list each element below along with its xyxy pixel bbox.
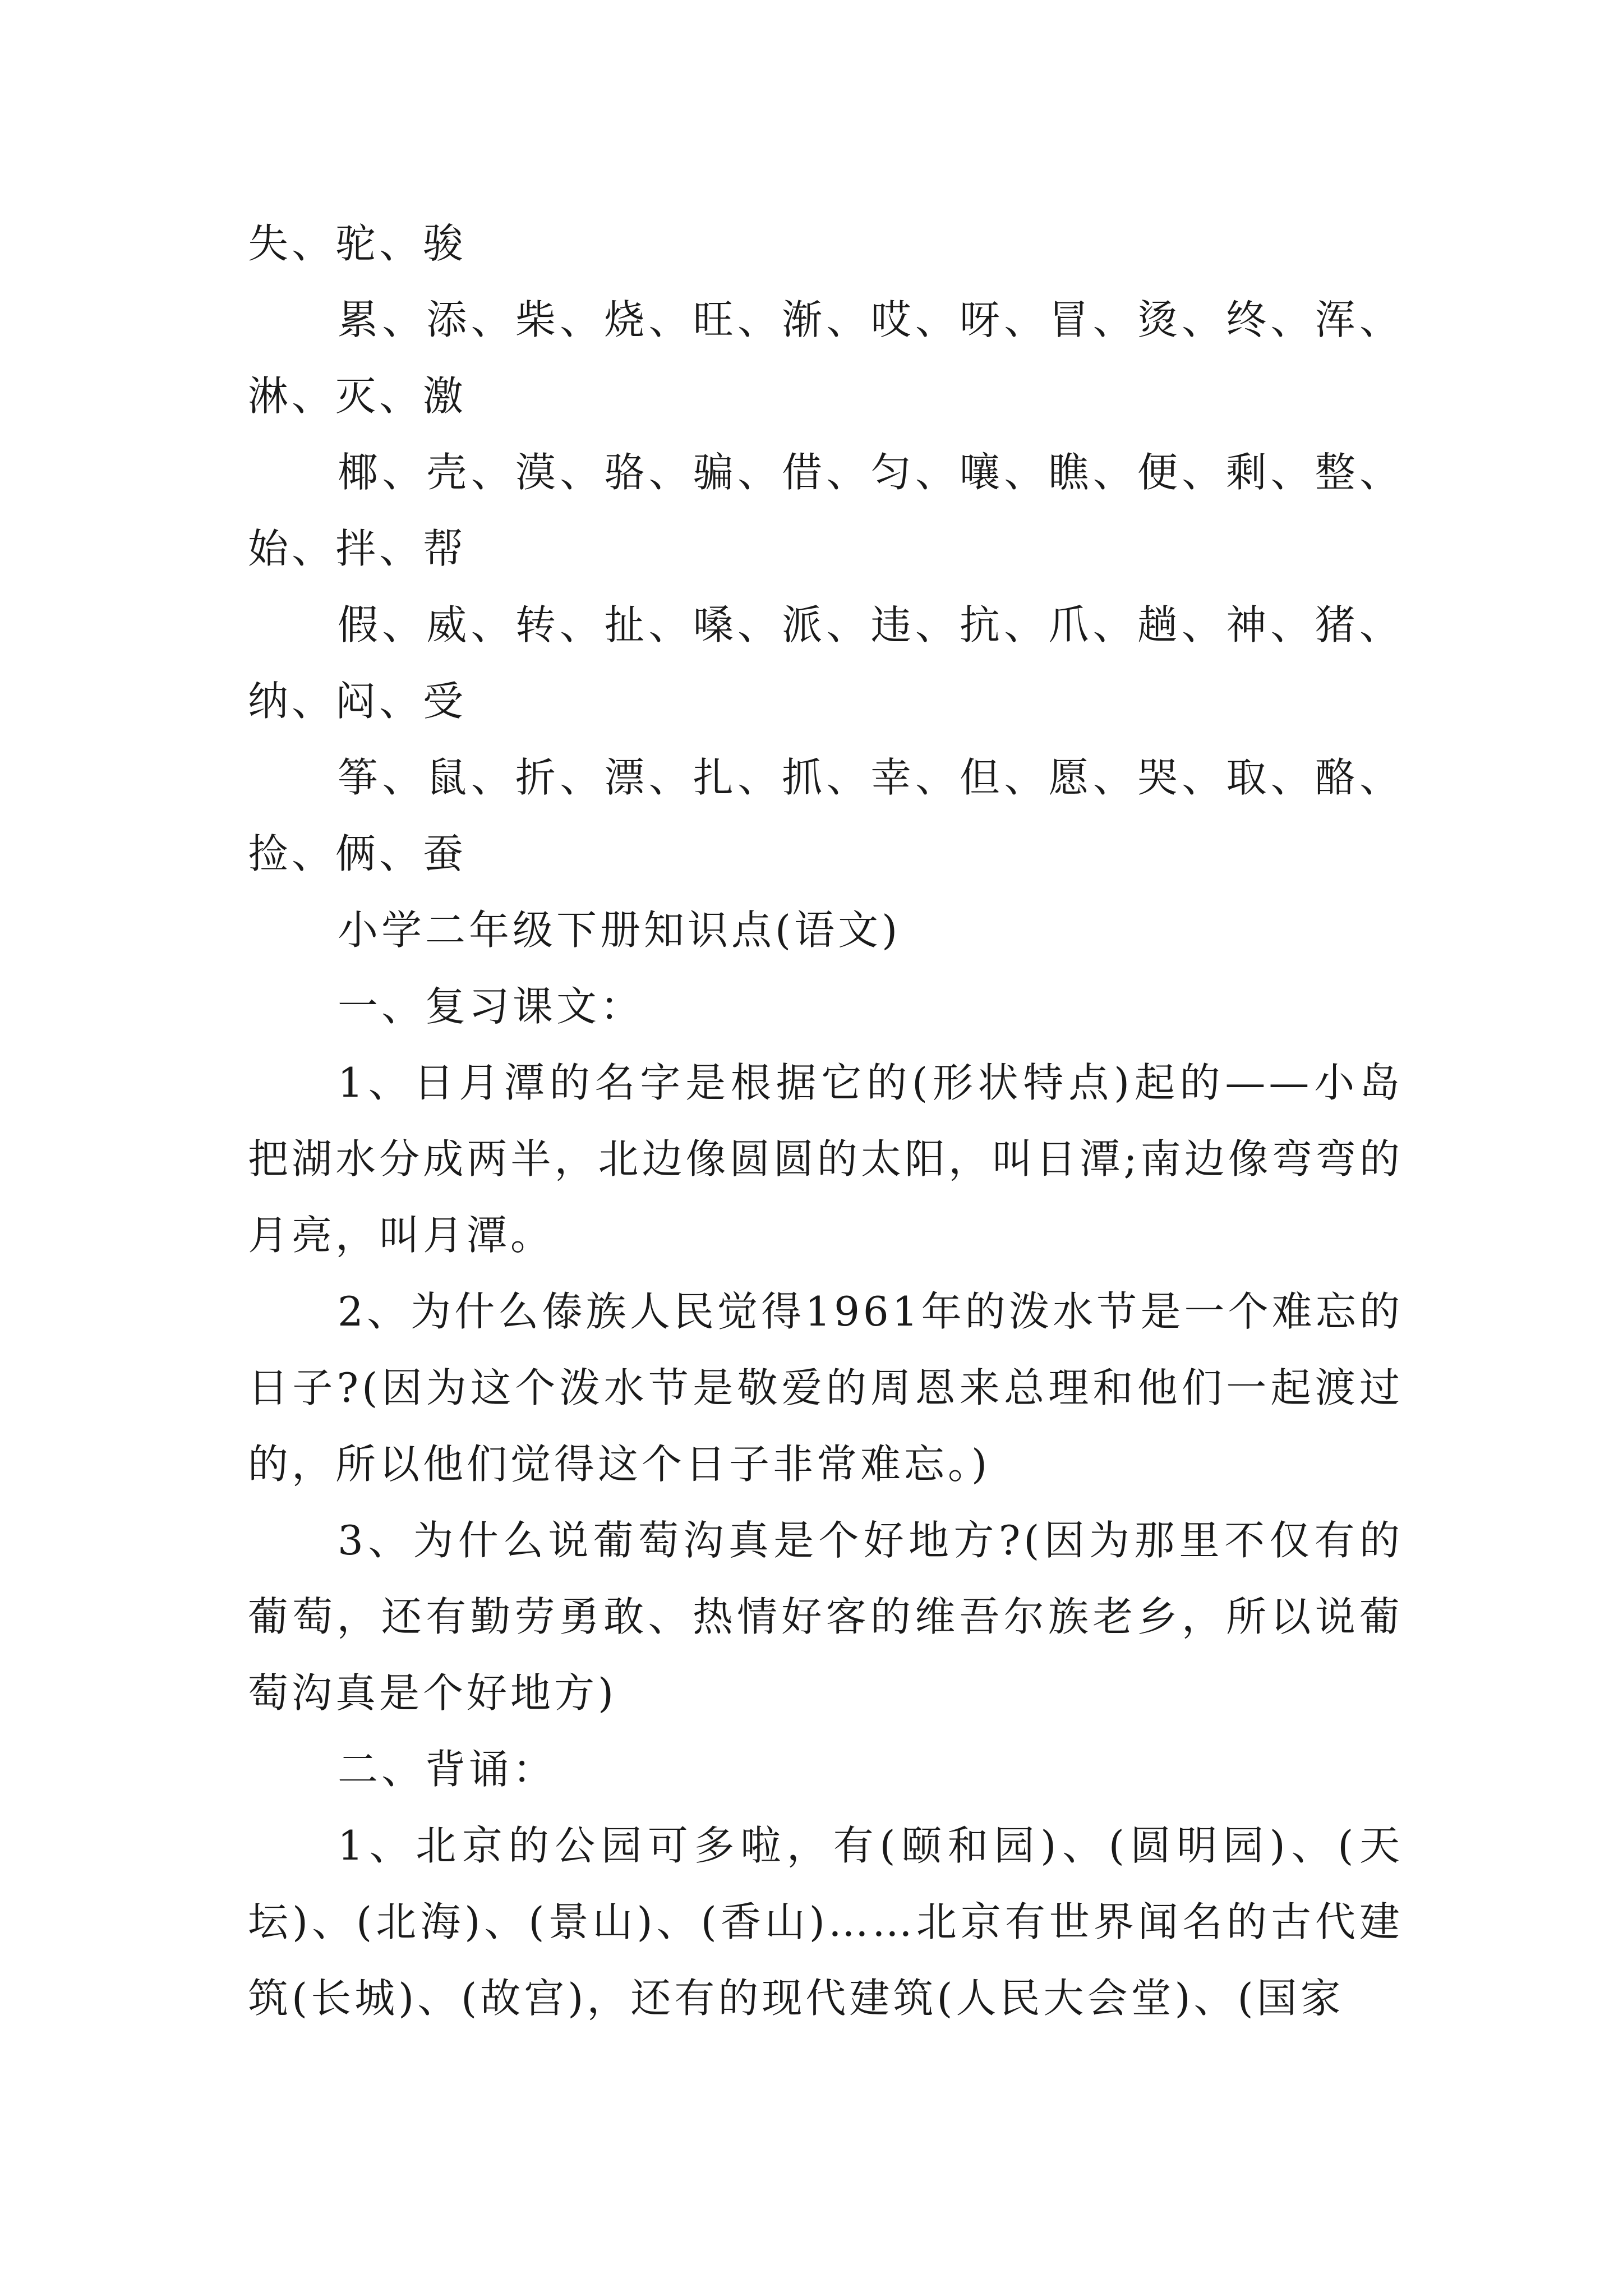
paragraph-recitation-1: 1、北京的公园可多啦，有(颐和园)、(圆明园)、(天坛)、(北海)、(景山)、(香山)……北京有世界闻名的古代建筑(长城)、(故宫)，还有的现代建筑(人民大会堂)、(国家: [248, 1822, 1403, 2022]
heading-review-texts: 一、复习课文：: [338, 983, 644, 1030]
paragraph-char-list-3: 假、威、转、扯、嗓、派、违、抗、爪、趟、神、猪、纳、闷、受: [248, 601, 1403, 725]
paragraph-item-1: 1、日月潭的名字是根据它的(形状特点)起的——小岛把湖水分成两半，北边像圆圆的太阳，叫日潭;南边像弯弯的月亮，叫月潭。: [248, 1059, 1403, 1259]
paragraph-item-3: 3、为什么说葡萄沟真是个好地方?(因为那里不仅有的葡萄，还有勤劳勇敢、热情好客的维吾尔族老乡，所以说葡萄沟真是个好地方): [248, 1517, 1403, 1717]
paragraph-char-list-4: 筝、鼠、折、漂、扎、抓、幸、但、愿、哭、取、酪、捡、俩、蚕: [248, 754, 1403, 877]
paragraph-char-list-1: 累、添、柴、烧、旺、渐、哎、呀、冒、烫、终、浑、淋、灭、激: [248, 296, 1403, 420]
paragraph-char-list-2: 椰、壳、漠、骆、骗、借、匀、嚷、瞧、便、剩、整、始、拌、帮: [248, 449, 1403, 572]
paragraph-item-2: 2、为什么傣族人民觉得1961年的泼水节是一个难忘的日子?(因为这个泼水节是敬爱的周恩来总理和他们一起渡过的，所以他们觉得这个日子非常难忘。): [248, 1288, 1403, 1488]
document-body: [248, 205, 1403, 2036]
section-title: 小学二年级下册知识点(语文): [338, 907, 901, 954]
heading-recitation: 二、背诵：: [338, 1746, 557, 1793]
paragraph-char-list-tail: 失、驼、骏: [248, 220, 467, 267]
